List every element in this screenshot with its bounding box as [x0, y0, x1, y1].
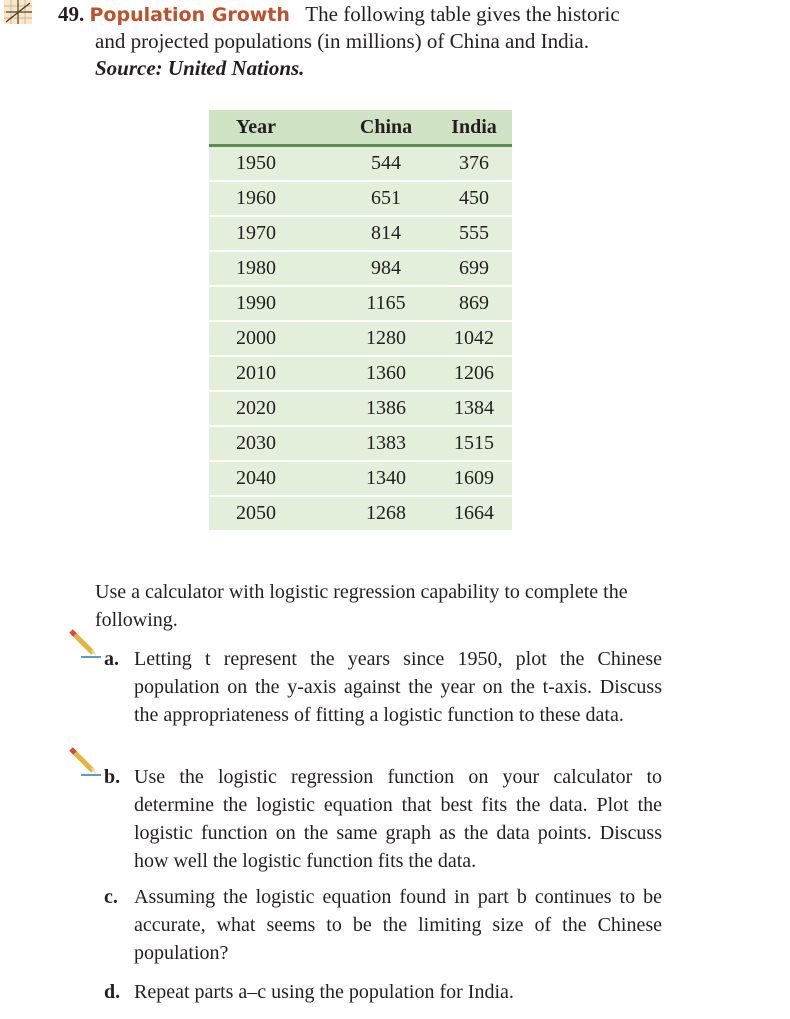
india-cell: 1664 [436, 496, 512, 530]
table-body [209, 146, 512, 531]
year-cell: 2040 [209, 461, 336, 496]
year-cell: 1990 [209, 286, 336, 321]
table-row [209, 496, 512, 530]
india-cell: 376 [436, 146, 512, 182]
year-cell: 2010 [209, 356, 336, 391]
table-row [209, 251, 512, 286]
china-cell: 651 [336, 181, 436, 216]
pencil-icon [67, 745, 103, 781]
part-b: b. Use the logistic regression function on your calculator to determine the logistic equation that best fits the data. Plot the logistic function on the same graph as the data points. Discuss how well the logistic function fits the data. [104, 766, 662, 872]
table-header-row [209, 110, 512, 146]
problem-title: Population Growth [89, 4, 290, 26]
china-cell: 814 [336, 216, 436, 251]
year-cell: 1950 [209, 146, 336, 182]
table-row [209, 216, 512, 251]
population-table [209, 110, 512, 530]
problem-intro-line1: The following table gives the historic [305, 2, 620, 26]
china-cell: 544 [336, 146, 436, 182]
india-cell: 1042 [436, 321, 512, 356]
china-cell: 1280 [336, 321, 436, 356]
india-cell: 555 [436, 216, 512, 251]
china-cell: 1386 [336, 391, 436, 426]
header-china: China [336, 110, 436, 146]
year-cell: 2050 [209, 496, 336, 530]
part-a: a. Letting t represent the years since 1950, plot the Chinese population on the y-axis against the year on the t-axis. Discuss the appropriateness of fitting a logistic function to these data. [104, 648, 662, 726]
problem-intro-line2: and projected populations (in millions) of China and India. [95, 29, 589, 53]
china-cell: 1360 [336, 356, 436, 391]
year-cell: 1960 [209, 181, 336, 216]
table-row [209, 461, 512, 496]
china-cell: 984 [336, 251, 436, 286]
china-cell: 1383 [336, 426, 436, 461]
year-cell: 1980 [209, 251, 336, 286]
table-row [209, 146, 512, 182]
india-cell: 1609 [436, 461, 512, 496]
header-year: Year [209, 110, 336, 146]
problem-source: Source: United Nations. [95, 56, 305, 80]
table-row [209, 321, 512, 356]
india-cell: 1206 [436, 356, 512, 391]
table-row [209, 286, 512, 321]
pencil-icon [67, 627, 103, 663]
india-cell: 1384 [436, 391, 512, 426]
part-d: d. Repeat parts a–c using the population for India. [104, 981, 514, 1003]
instructions-text: Use a calculator with logistic regression capability to complete the following. [95, 581, 628, 631]
header-india: India [436, 110, 512, 146]
table-row [209, 426, 512, 461]
china-cell: 1268 [336, 496, 436, 530]
year-cell: 2020 [209, 391, 336, 426]
problem-header [58, 1, 678, 29]
china-cell: 1340 [336, 461, 436, 496]
india-cell: 450 [436, 181, 512, 216]
year-cell: 1970 [209, 216, 336, 251]
table-row [209, 356, 512, 391]
india-cell: 1515 [436, 426, 512, 461]
china-cell: 1165 [336, 286, 436, 321]
year-cell: 2000 [209, 321, 336, 356]
table-row [209, 391, 512, 426]
year-cell: 2030 [209, 426, 336, 461]
part-c: c. Assuming the logistic equation found in part b continues to be accurate, what seems to be the limiting size of the Chinese population? [104, 886, 662, 964]
india-cell: 699 [436, 251, 512, 286]
india-cell: 869 [436, 286, 512, 321]
problem-number: 49. [58, 2, 85, 26]
graph-grid-icon [4, 0, 32, 24]
table-row [209, 181, 512, 216]
